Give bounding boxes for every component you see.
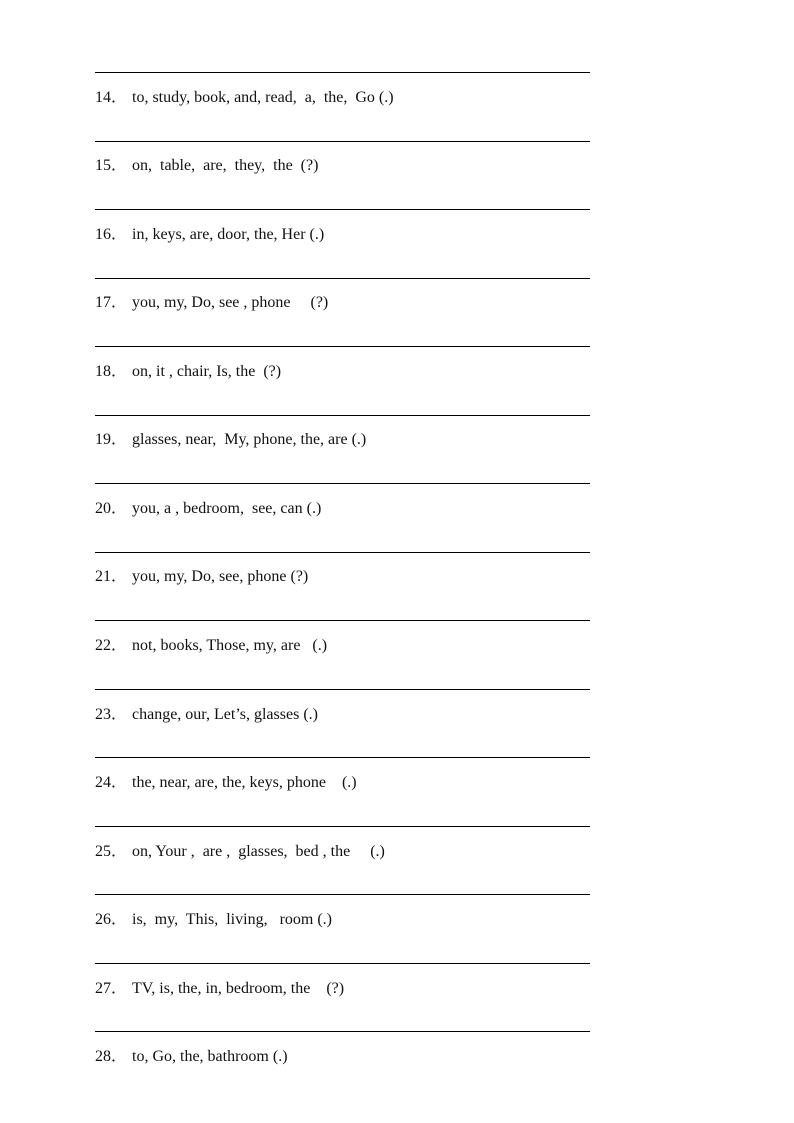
question-15 bbox=[95, 154, 318, 178]
scrambled-words: the, near, are, the, keys, phone (.) bbox=[132, 774, 357, 791]
scrambled-words: not, books, Those, my, are (.) bbox=[132, 637, 328, 654]
question-23 bbox=[95, 703, 318, 727]
answer-line[interactable] bbox=[95, 483, 590, 484]
scrambled-words: on, Your , are , glasses, bed , the (.) bbox=[132, 843, 385, 860]
scrambled-words: is, my, This, living, room (.) bbox=[132, 911, 332, 928]
answer-line[interactable] bbox=[95, 278, 590, 279]
answer-line[interactable] bbox=[95, 552, 590, 553]
question-24 bbox=[95, 771, 357, 795]
scrambled-words: in, keys, are, door, the, Her (.) bbox=[132, 226, 325, 243]
question-number: 16． bbox=[95, 226, 128, 243]
question-number: 27． bbox=[95, 980, 128, 997]
answer-line[interactable] bbox=[95, 415, 590, 416]
scrambled-words: you, my, Do, see , phone (?) bbox=[132, 294, 329, 311]
question-20 bbox=[95, 497, 321, 521]
answer-line[interactable] bbox=[95, 72, 590, 73]
answer-line[interactable] bbox=[95, 209, 590, 210]
question-19 bbox=[95, 428, 366, 452]
answer-line[interactable] bbox=[95, 826, 590, 827]
scrambled-words: on, it , chair, Is, the (?) bbox=[132, 363, 282, 380]
answer-line[interactable] bbox=[95, 689, 590, 690]
scrambled-words: to, study, book, and, read, a, the, Go (.) bbox=[132, 89, 394, 106]
answer-line[interactable] bbox=[95, 894, 590, 895]
question-number: 26． bbox=[95, 911, 128, 928]
answer-line[interactable] bbox=[95, 963, 590, 964]
scrambled-words: TV, is, the, in, bedroom, the (?) bbox=[132, 980, 345, 997]
question-28 bbox=[95, 1045, 288, 1069]
question-number: 25． bbox=[95, 843, 128, 860]
question-number: 18． bbox=[95, 363, 128, 380]
scrambled-words: you, a , bedroom, see, can (.) bbox=[132, 500, 322, 517]
question-25 bbox=[95, 840, 385, 864]
question-27 bbox=[95, 977, 344, 1001]
scrambled-words: change, our, Let’s, glasses (.) bbox=[132, 706, 318, 723]
question-26 bbox=[95, 908, 332, 932]
question-14 bbox=[95, 86, 394, 110]
question-number: 23． bbox=[95, 706, 128, 723]
question-number: 15． bbox=[95, 157, 128, 174]
question-22 bbox=[95, 634, 327, 658]
answer-line[interactable] bbox=[95, 757, 590, 758]
question-18 bbox=[95, 360, 281, 384]
question-number: 24． bbox=[95, 774, 128, 791]
question-16 bbox=[95, 223, 324, 247]
question-number: 17． bbox=[95, 294, 128, 311]
question-number: 14． bbox=[95, 89, 128, 106]
answer-line[interactable] bbox=[95, 1031, 590, 1032]
scrambled-words: on, table, are, they, the (?) bbox=[132, 157, 319, 174]
question-21 bbox=[95, 565, 308, 589]
question-number: 20． bbox=[95, 500, 128, 517]
scrambled-words: you, my, Do, see, phone (?) bbox=[132, 568, 309, 585]
question-17 bbox=[95, 291, 328, 315]
question-number: 21． bbox=[95, 568, 128, 585]
answer-line[interactable] bbox=[95, 141, 590, 142]
question-number: 22． bbox=[95, 637, 128, 654]
question-number: 28． bbox=[95, 1048, 128, 1065]
scrambled-words: glasses, near, My, phone, the, are (.) bbox=[132, 431, 367, 448]
question-number: 19． bbox=[95, 431, 128, 448]
scrambled-words: to, Go, the, bathroom (.) bbox=[132, 1048, 288, 1065]
answer-line[interactable] bbox=[95, 346, 590, 347]
answer-line[interactable] bbox=[95, 620, 590, 621]
